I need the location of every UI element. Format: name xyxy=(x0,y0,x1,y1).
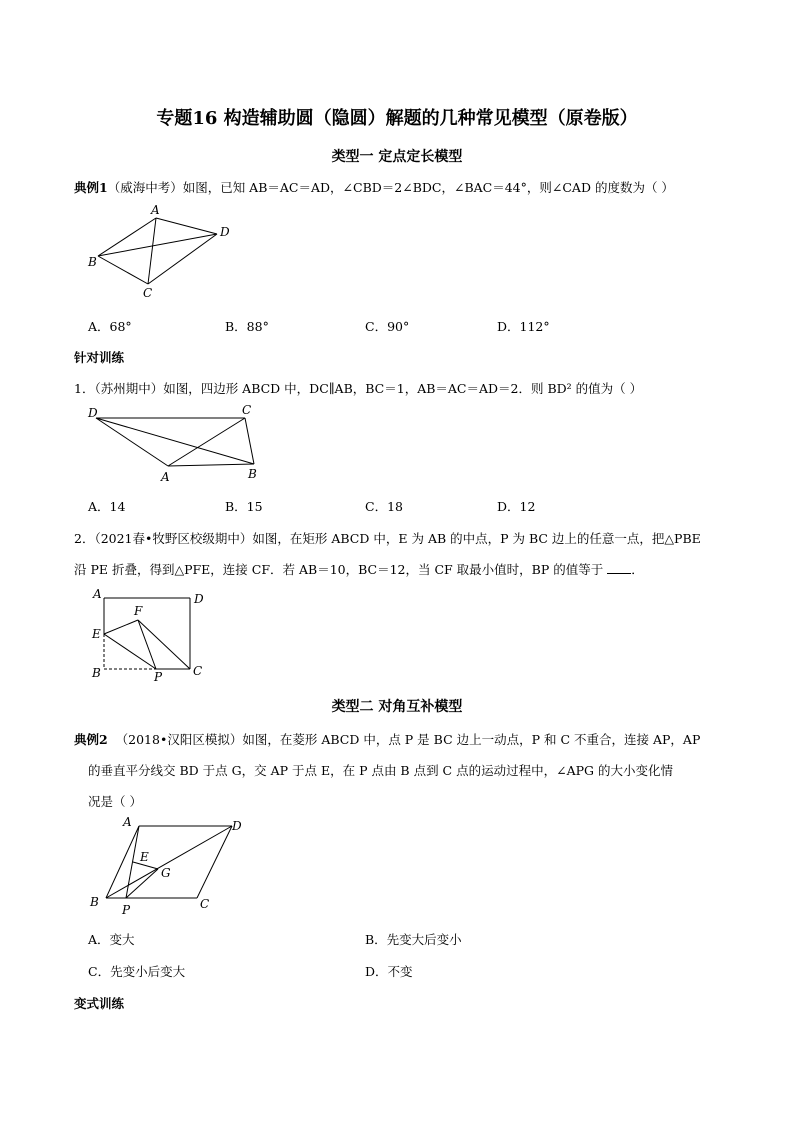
label-e: E xyxy=(92,627,101,641)
figure-2 xyxy=(82,400,282,486)
ex1-option-c: C．90° xyxy=(365,319,410,334)
label-b: B xyxy=(92,666,101,680)
example-2-line-1-text: （2018•汉阳区模拟）如图，在菱形 ABCD 中，点 P 是 BC 边上一动点，P 和 C 不重合，连接 AP，AP xyxy=(115,732,701,747)
q1-option-d: D．12 xyxy=(497,499,536,514)
label-a: A xyxy=(123,815,132,829)
label-g: G xyxy=(161,866,171,880)
ex2-option-b: B．先变大后变小 xyxy=(365,932,462,947)
segment-da xyxy=(96,418,168,466)
label-a: A xyxy=(93,587,102,601)
label-c: C xyxy=(143,286,153,300)
training-heading-1: 针对训练 xyxy=(74,350,125,365)
label-c: C xyxy=(193,664,203,678)
question-2-line-1: 2．（2021春•牧野区校级期中）如图，在矩形 ABCD 中，E 为 AB 的中点，P 为 BC 边上的任意一点，把△PBE xyxy=(74,531,701,546)
label-d: D xyxy=(194,592,204,606)
segment-db xyxy=(96,418,254,464)
segment-bd xyxy=(98,234,217,256)
page-title: 专题16 构造辅助圆（隐圆）解题的几种常见模型（原卷版） xyxy=(156,108,638,129)
ex2-option-c: C．先变小后变大 xyxy=(88,964,186,979)
segment-bd xyxy=(106,826,232,898)
question-2-line-2-text: 沿 PE 折叠，得到△PFE，连接 CF．若 AB＝10，BC＝12，当 CF 取最小值时，BP 的值等于 xyxy=(74,562,604,577)
label-c: C xyxy=(200,897,210,911)
label-b: B xyxy=(248,467,257,481)
section-heading-1: 类型一 定点定长模型 xyxy=(331,149,463,165)
label-c: C xyxy=(242,403,252,417)
section-heading-2: 类型二 对角互补模型 xyxy=(331,699,463,715)
figure-4 xyxy=(84,812,264,922)
label-e: E xyxy=(140,850,149,864)
figure-1 xyxy=(80,200,260,300)
segment-ep xyxy=(104,634,156,669)
segment-fp xyxy=(138,620,156,669)
q1-option-c: C．18 xyxy=(365,499,403,514)
ex1-option-b: B．88° xyxy=(225,319,269,334)
segment-cd xyxy=(148,234,217,284)
training-heading-2: 变式训练 xyxy=(74,996,125,1011)
segment-ap xyxy=(126,826,139,898)
segment-ad xyxy=(156,218,217,234)
ex2-option-d: D．不变 xyxy=(365,964,413,979)
segment-dc xyxy=(197,826,232,898)
example-2-line-1 xyxy=(74,730,700,748)
ex2-option-a: A．变大 xyxy=(88,932,135,947)
question-2-line-2-end: ． xyxy=(631,562,644,577)
label-b: B xyxy=(88,255,97,269)
segment-cb xyxy=(245,418,254,464)
example-2-label: 典例2 xyxy=(74,732,108,747)
label-b: B xyxy=(90,895,99,909)
segment-ac xyxy=(148,218,156,284)
label-d: D xyxy=(232,819,242,833)
example-1 xyxy=(74,178,674,196)
figure-3 xyxy=(86,584,216,684)
label-f: F xyxy=(134,604,143,618)
segment-ab xyxy=(168,464,254,466)
example-2-line-2: 的垂直平分线交 BD 于点 G，交 AP 于点 E，在 P 点由 B 点到 C 点的运动过程中，∠APG 的大小变化情 xyxy=(88,763,673,778)
q1-option-b: B．15 xyxy=(225,499,263,514)
label-a: A xyxy=(151,203,160,217)
example-1-label: 典例1 xyxy=(74,180,108,195)
example-1-text: （威海中考）如图，已知 AB＝AC＝AD，∠CBD＝2∠BDC，∠BAC＝44°，则∠CAD 的度数为（ ） xyxy=(107,180,674,195)
ex1-option-a: A．68° xyxy=(88,319,132,334)
answer-blank xyxy=(607,561,631,574)
segment-bc xyxy=(98,256,148,284)
segment-ef xyxy=(104,620,138,634)
label-d: D xyxy=(220,225,230,239)
label-p: P xyxy=(122,903,131,917)
label-d: D xyxy=(88,406,98,420)
question-2-line-2 xyxy=(74,560,644,578)
q1-option-a: A．14 xyxy=(88,499,126,514)
label-p: P xyxy=(154,670,163,684)
label-a: A xyxy=(161,470,170,484)
ex1-option-d: D．112° xyxy=(497,319,550,334)
example-2-line-3: 况是（ ） xyxy=(88,794,142,809)
question-1-text: 1．（苏州期中）如图，四边形 ABCD 中，DC∥AB，BC＝1，AB＝AC＝AD＝2．则 BD² 的值为（ ） xyxy=(74,381,643,396)
